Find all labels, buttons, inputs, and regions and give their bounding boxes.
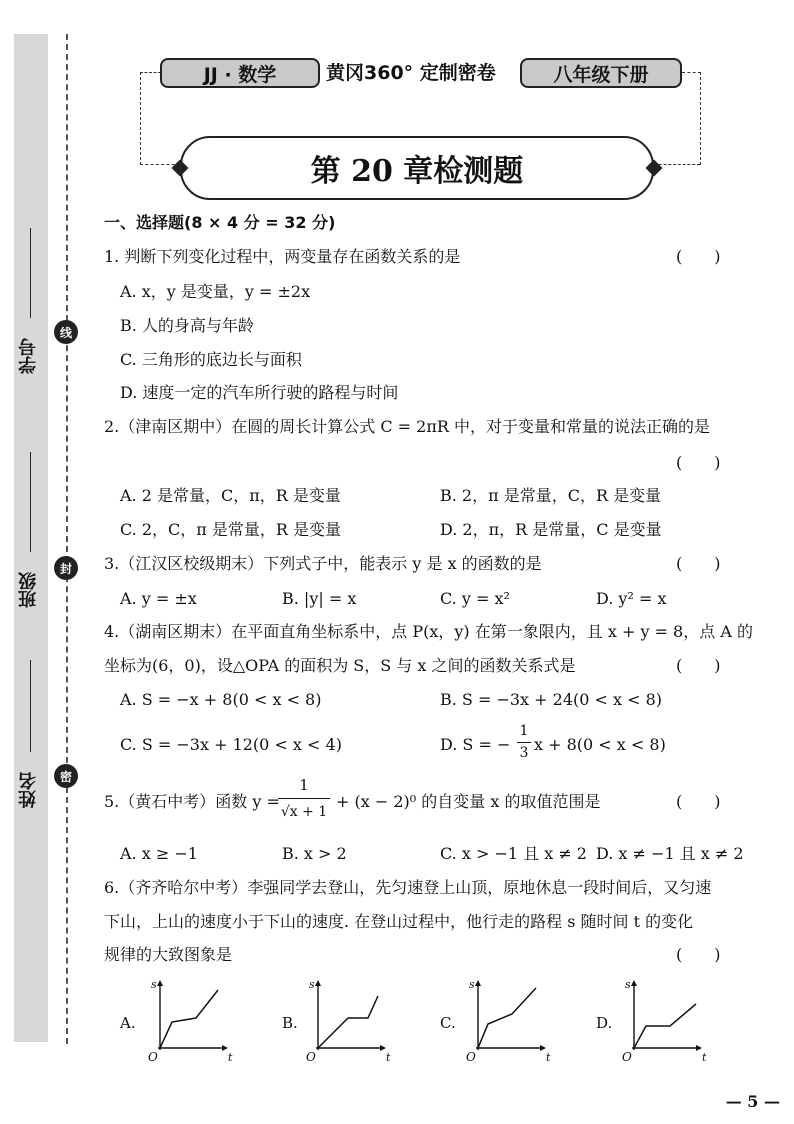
q5-stem-b: + (x − 2)⁰ 的自变量 x 的取值范围是 — [336, 792, 601, 811]
q1-stem: 1. 判断下列变化过程中，两变量存在函数关系的是 — [104, 247, 461, 266]
q6-graph-d-y-arrow — [631, 980, 637, 986]
q5-stem-a: 5.（黄石中考）函数 y = — [104, 792, 280, 811]
q6-stem-line2: 下山，上山的速度小于下山的速度. 在登山过程中，他行走的路程 s 随时间 t 的变化 — [104, 912, 694, 931]
q6-graph-d-curve — [634, 1004, 696, 1048]
q4-option-b: B. S = −3x + 24(0 < x < 8) — [440, 690, 663, 709]
q6-graph-d-label: D. — [596, 1014, 613, 1032]
q1-option-b: B. 人的身高与年龄 — [120, 316, 254, 335]
q6-graph-b-s-label: s — [309, 978, 315, 991]
q6-graph-b-origin-label: O — [306, 1050, 316, 1064]
q1-option-c: C. 三角形的底边长与面积 — [120, 350, 302, 369]
q1-option-d: D. 速度一定的汽车所行驶的路程与时间 — [120, 383, 399, 402]
seal-line-mark: 线 — [54, 320, 78, 344]
q4-frac-den: 3 — [519, 745, 529, 761]
q6-graph-b-curve — [318, 996, 378, 1048]
seal-mi-mark: 密 — [54, 764, 78, 788]
q6-graph-d-s-label: s — [625, 978, 631, 991]
q6-stem-line1: 6.（齐齐哈尔中考）李强同学去登山，先匀速登上山顶，原地休息一段时间后，又匀速 — [104, 878, 712, 897]
q6-stem-line3: 规律的大致图象是 — [104, 945, 233, 964]
q6-graph-a-origin-label: O — [148, 1050, 158, 1064]
q2-option-b: B. 2，π 是常量，C，R 是变量 — [440, 486, 662, 505]
q4-stem-line1: 4.（湖南区期末）在平面直角坐标系中，点 P(x，y) 在第一象限内，且 x + y = 8，点 A 的 — [104, 622, 753, 641]
q3-option-c: C. y = x² — [440, 589, 510, 608]
q1-option-a: A. x，y 是变量，y = ±2x — [120, 282, 311, 301]
q6-graph-c-curve — [478, 988, 536, 1048]
class-label: 班级 — [18, 572, 39, 608]
q6-graph-c-origin-label: O — [466, 1050, 476, 1064]
grade-pill: 八年级下册 — [520, 58, 682, 88]
q3-stem: 3.（江汉区校级期末）下列式子中，能表示 y 是 x 的函数的是 — [104, 554, 542, 573]
q4-answer-paren: ( ) — [676, 656, 721, 675]
q1-answer-paren: ( ) — [676, 247, 721, 266]
q4-option-a: A. S = −x + 8(0 < x < 8) — [120, 690, 322, 709]
q6-answer-paren: ( ) — [676, 945, 721, 964]
page-title: 第 20 章检测题 — [180, 136, 654, 200]
name-label: 姓名 — [18, 772, 39, 808]
q3-answer-paren: ( ) — [676, 554, 721, 573]
q6-graph-d-origin-label: O — [622, 1050, 632, 1064]
q6-graph-b-t-label: t — [386, 1051, 391, 1064]
q2-option-d: D. 2，π，R 是常量，C 是变量 — [440, 520, 662, 539]
q6-graph-a-y-arrow — [157, 980, 163, 986]
q4-frac-num: 1 — [519, 723, 529, 739]
q5-option-b: B. x > 2 — [282, 844, 347, 863]
student-id-label: 学号 — [18, 338, 39, 374]
q5-frac-num: 1 — [299, 776, 309, 794]
q4-option-d-prefix: D. S = − — [440, 735, 511, 754]
q3-option-a: A. y = ±x — [120, 589, 197, 608]
q5-option-d: D. x ≠ −1 且 x ≠ 2 — [596, 844, 744, 863]
q5-answer-paren: ( ) — [676, 792, 721, 811]
q6-graph-c-label: C. — [440, 1014, 456, 1032]
q6-graph-c-t-label: t — [546, 1051, 551, 1064]
q6-graph-d-t-label: t — [702, 1051, 707, 1064]
q5-frac-den: √x + 1 — [280, 804, 328, 820]
q6-graph-a-curve — [160, 990, 218, 1048]
q6-graph-a-label: A. — [120, 1014, 136, 1032]
q6-graph-a-t-label: t — [228, 1051, 233, 1064]
q2-stem: 2.（津南区期中）在圆的周长计算公式 C = 2πR 中，对于变量和常量的说法正确的是 — [104, 417, 711, 436]
q2-option-a: A. 2 是常量，C，π，R 是变量 — [120, 486, 341, 505]
q6-graph-b-y-arrow — [315, 980, 321, 986]
seal-seal-mark: 封 — [54, 556, 78, 580]
q3-option-d: D. y² = x — [596, 589, 667, 608]
q4-option-c: C. S = −3x + 12(0 < x < 4) — [120, 735, 342, 754]
page-number: — 5 — — [725, 1092, 780, 1111]
subject-pill: JJ · 数学 — [160, 58, 320, 88]
q5-option-c: C. x > −1 且 x ≠ 2 — [440, 844, 587, 863]
q4-stem-line2: 坐标为(6，0)，设△OPA 的面积为 S，S 与 x 之间的函数关系式是 — [104, 656, 576, 675]
q6-graph-a-s-label: s — [151, 978, 157, 991]
q2-answer-paren: ( ) — [676, 453, 721, 472]
q6-graph-c-s-label: s — [469, 978, 475, 991]
brand-text: 黄冈360° 定制密卷 — [326, 62, 496, 84]
q6-graph-b-label: B. — [282, 1014, 298, 1032]
q5-option-a: A. x ≥ −1 — [120, 844, 198, 863]
q2-option-c: C. 2，C，π 是常量，R 是变量 — [120, 520, 342, 539]
section-heading: 一、选择题(8 × 4 分 = 32 分) — [104, 213, 336, 232]
q4-option-d-suffix: x + 8(0 < x < 8) — [534, 735, 666, 754]
q6-graph-c-y-arrow — [475, 980, 481, 986]
q3-option-b: B. |y| = x — [282, 589, 357, 608]
